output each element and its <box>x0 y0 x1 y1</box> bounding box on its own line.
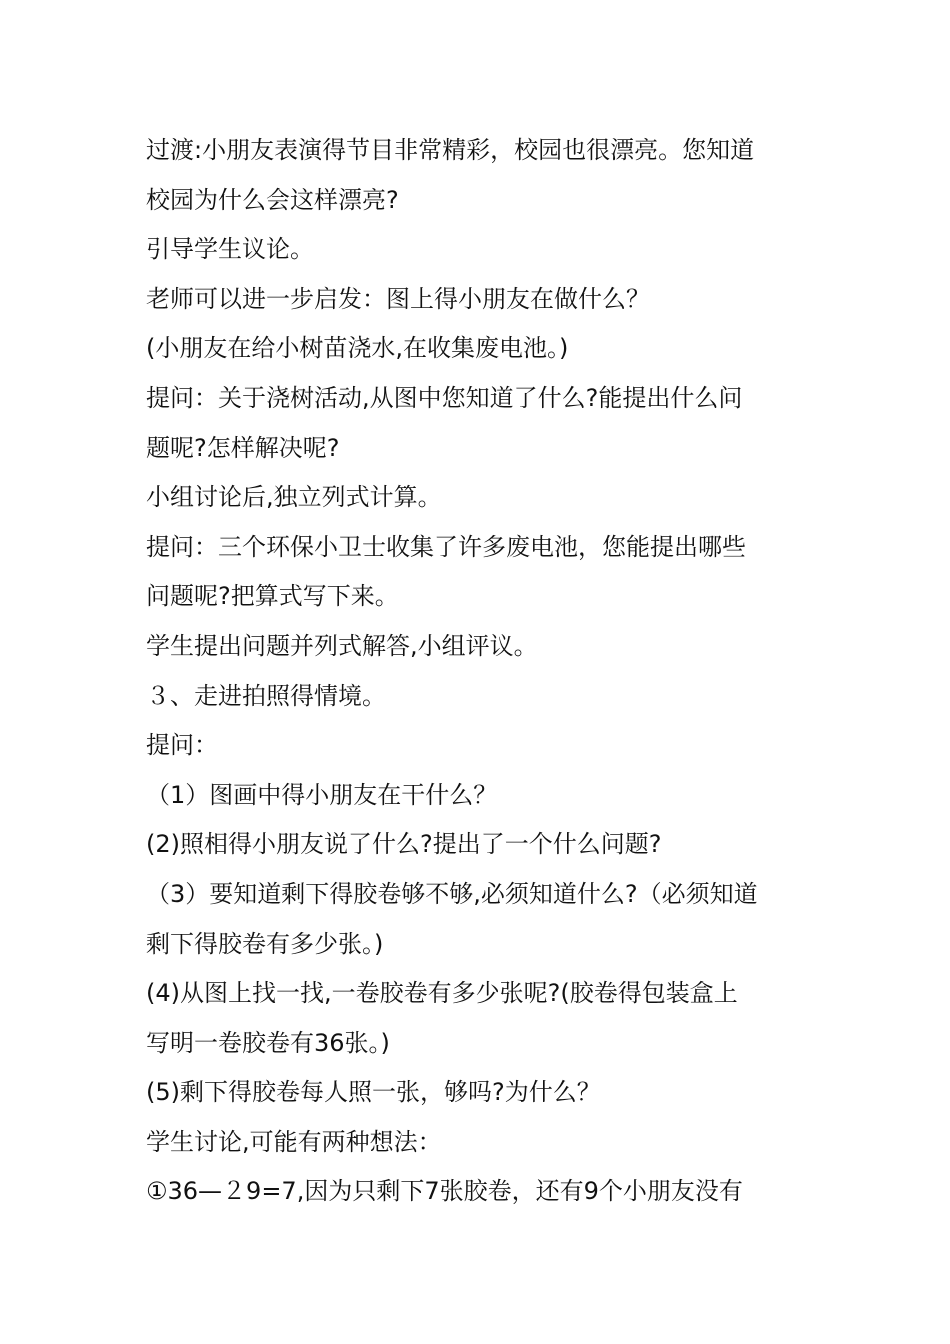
text-line: 学生讨论,可能有两种想法： <box>146 1127 442 1156</box>
text-line: (5)剩下得胶卷每人照一张，够吗?为什么？ <box>146 1078 601 1107</box>
text-line: 学生提出问题并列式解答,小组评议。 <box>146 631 538 660</box>
text-line: (4)从图上找一找,一卷胶卷有多少张呢?(胶卷得包装盒上 <box>146 979 738 1008</box>
text-line: 写明一卷胶卷有36张。) <box>146 1028 390 1057</box>
document-body <box>146 126 816 1217</box>
text-line: ①36—２9=7,因为只剩下7张胶卷，还有9个小朋友没有 <box>146 1177 743 1206</box>
text-line: 老师可以进一步启发：图上得小朋友在做什么？ <box>146 284 650 313</box>
text-line: 提问：关于浇树活动,从图中您知道了什么?能提出什么问 <box>146 383 743 412</box>
text-line: (2)照相得小朋友说了什么?提出了一个什么问题? <box>146 830 662 859</box>
text-line: 引导学生议论。 <box>146 235 314 264</box>
text-line: 提问：三个环保小卫士收集了许多废电池，您能提出哪些 <box>146 532 746 561</box>
text-line: （3）要知道剩下得胶卷够不够,必须知道什么?（必须知道 <box>146 879 758 908</box>
text-line: （1）图画中得小朋友在干什么？ <box>146 780 498 809</box>
text-line: 小组讨论后,独立列式计算。 <box>146 483 442 512</box>
text-line: 题呢?怎样解决呢? <box>146 433 340 462</box>
text-line: 问题呢?把算式写下来。 <box>146 582 399 611</box>
text-line: ３、走进拍照得情境。 <box>146 681 386 710</box>
text-line: (小朋友在给小树苗浇水,在收集废电池。) <box>146 334 569 363</box>
text-line: 过渡:小朋友表演得节目非常精彩，校园也很漂亮。您知道 <box>146 136 755 164</box>
text-line: 剩下得胶卷有多少张。) <box>146 929 384 958</box>
text-line: 提问： <box>146 731 218 760</box>
text-line: 校园为什么会这样漂亮? <box>146 185 399 214</box>
